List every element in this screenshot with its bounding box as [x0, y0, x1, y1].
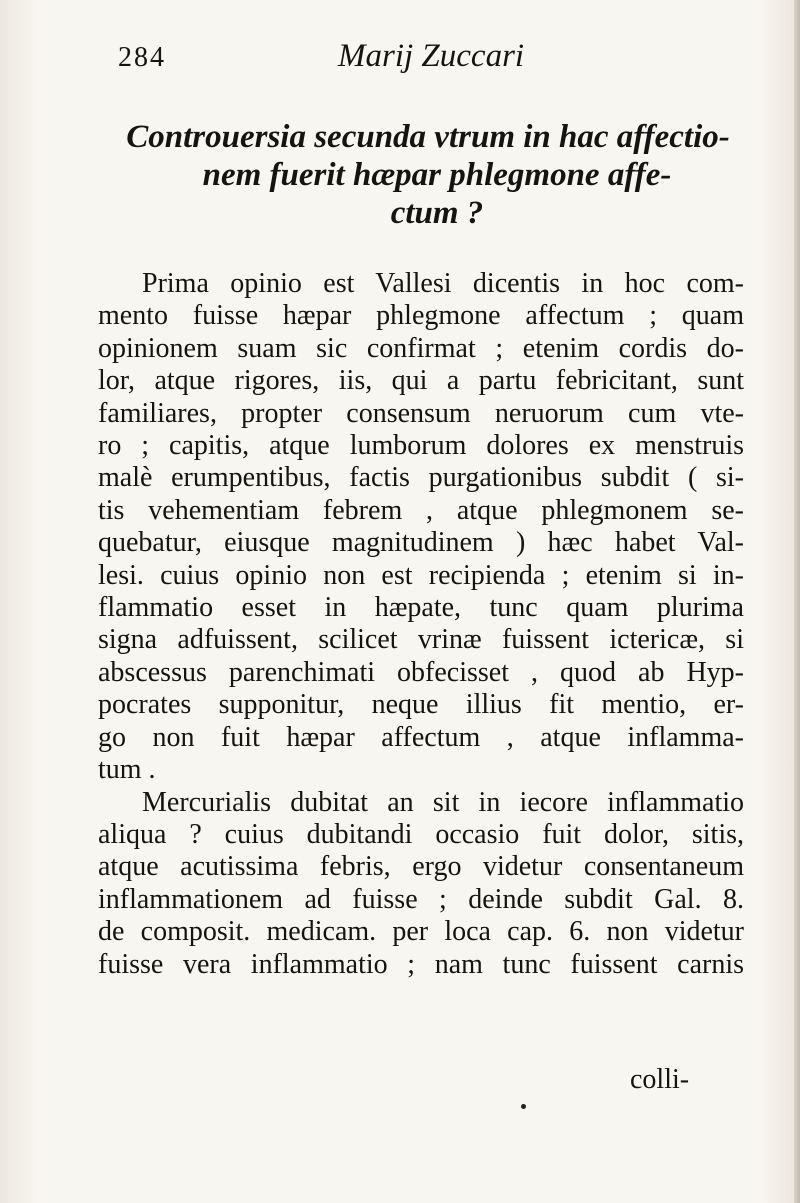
body-text — [98, 268, 744, 981]
text-line: flammatio esset in hæpate, tunc quam plurima — [98, 592, 744, 624]
heading-line: ctum ? — [390, 195, 484, 231]
page-number: 284 — [118, 42, 166, 73]
text-line: signa adfuissent, scilicet vrinæ fuissent ictericæ, si — [98, 624, 744, 656]
text-line: ro ; capitis, atque lumborum dolores ex menstruis — [98, 430, 744, 462]
text-line: tis vehementiam febrem , atque phlegmonem se- — [98, 494, 744, 526]
text-line: Mercurialis dubitat an sit in iecore inflammatio — [142, 786, 744, 818]
running-head: Marij Zuccari — [338, 38, 525, 74]
text-line: quebatur, eiusque magnitudinem ) hæc habet Val- — [98, 527, 744, 559]
ink-dot — [521, 1104, 526, 1109]
text-line: pocrates supponitur, neque illius fit mentio, er- — [98, 689, 744, 721]
text-line: de composit. medicam. per loca cap. 6. non videtur — [98, 916, 744, 948]
text-line: malè erumpentibus, factis purgationibus subdit ( si- — [98, 462, 744, 494]
text-line: Prima opinio est Vallesi dicentis in hoc com- — [142, 268, 744, 299]
page-edge — [794, 0, 800, 1203]
text-line: atque acutissima febris, ergo videtur consentaneum — [98, 851, 744, 883]
text-line: inflammationem ad fuisse ; deinde subdit Gal. 8. — [98, 883, 744, 915]
heading-line: Controuersia secunda vtrum in hac affectio- — [126, 119, 730, 155]
text-line: go non fuit hæpar affectum , atque inflamma- — [98, 721, 744, 753]
text-line: mento fuisse hæpar phlegmone affectum ; quam — [98, 300, 744, 332]
catchword: colli- — [630, 1064, 690, 1095]
text-line: familiares, propter consensum neruorum cum vte- — [98, 397, 744, 429]
text-line: aliqua ? cuius dubitandi occasio fuit dolor, sitis, — [98, 818, 744, 850]
text-line: lesi. cuius opinio non est recipienda ; etenim si in- — [98, 559, 744, 591]
paragraph-2 — [98, 787, 744, 981]
text-line: fuisse vera inflammatio ; nam tunc fuissent carnis — [98, 948, 744, 980]
text-line: lor, atque rigores, iis, qui a partu febricitant, sunt — [98, 365, 744, 397]
text-line: tum . — [98, 754, 156, 786]
text-line: abscessus parenchimati obfecisset , quod ab Hyp- — [98, 656, 744, 688]
paragraph-1 — [98, 268, 744, 787]
page-header — [118, 36, 740, 80]
heading-line: nem fuerit hæpar phlegmone affe- — [202, 157, 672, 193]
section-heading — [108, 118, 748, 232]
text-line: opinionem suam sic confirmat ; etenim cordis do- — [98, 332, 744, 364]
